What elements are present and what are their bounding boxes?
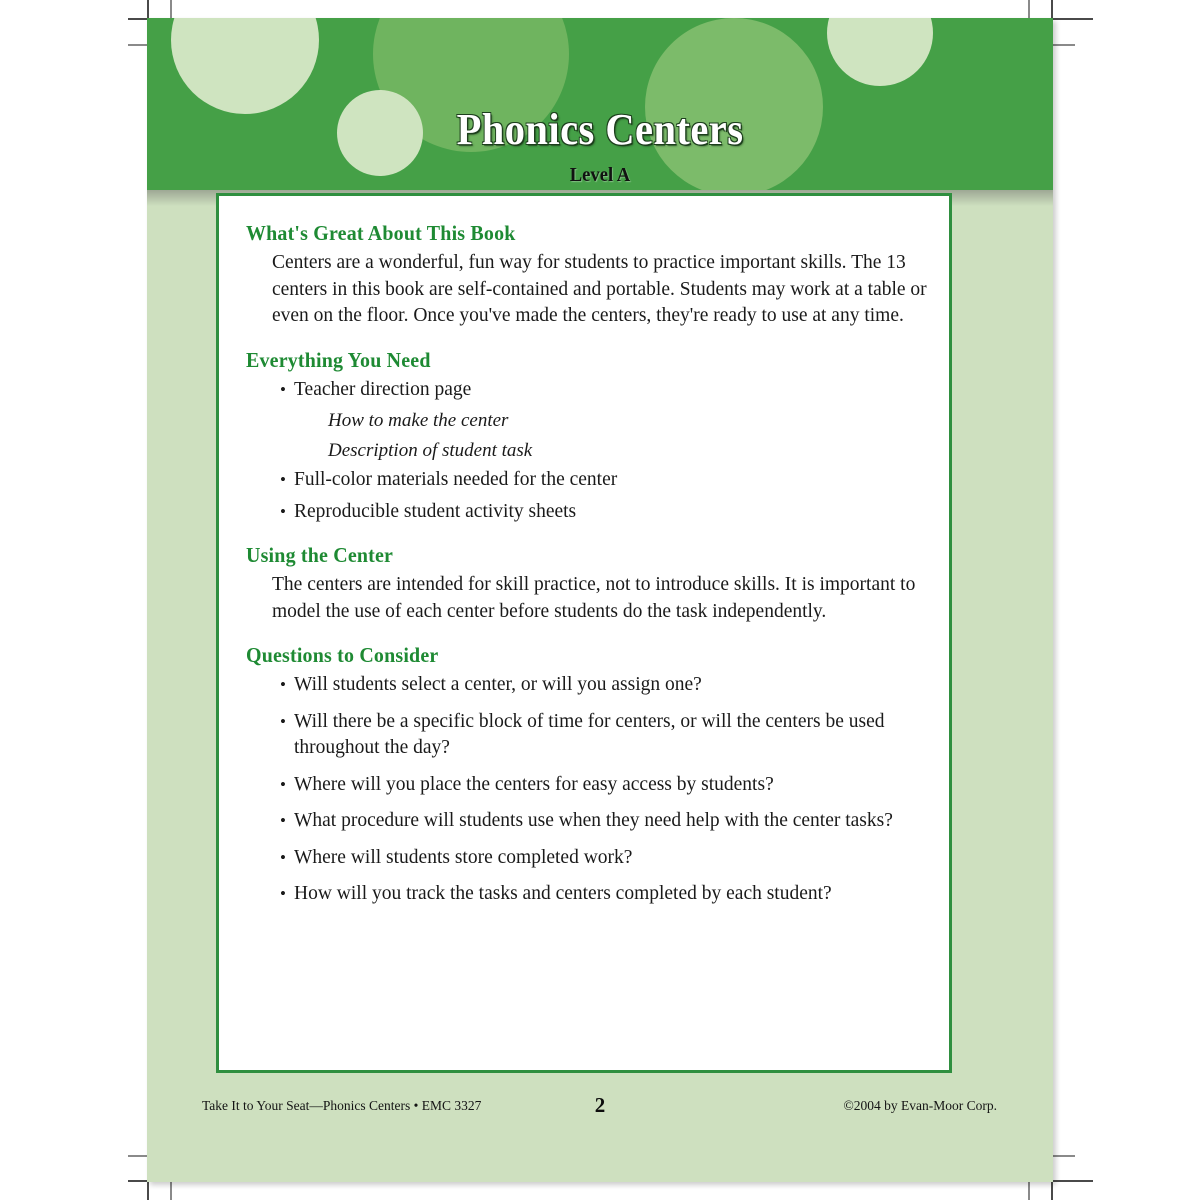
section-heading: Everything You Need (246, 347, 431, 372)
crop-mark-bottom-right-horizontal-outer (1051, 1180, 1093, 1182)
footer-page-number: 2 (594, 1093, 606, 1117)
footer-book-title: Take It to Your Seat—Phonics Centers • EMC 3327 (202, 1098, 482, 1113)
list-item-sub: Description of student task (328, 439, 533, 461)
banner-subtitle-level: Level A (569, 164, 631, 186)
section-heading: What's Great About This Book (246, 221, 516, 245)
section-paragraph: Centers are a wonderful, fun way for students to practice important skills. The 13 centers in this book are self-contained and portable. Students may work at a table or even on the floor. Once you've made the centers, they're ready to use at any time. (272, 252, 927, 326)
crop-mark-top-left-vertical-inner (170, 0, 172, 20)
crop-mark-bottom-right-vertical-inner (1028, 1182, 1030, 1200)
bullet-list (246, 672, 936, 908)
list-item: • Where will students store completed work? (246, 845, 936, 872)
banner-title: Phonics Centers (456, 105, 744, 154)
content-card (216, 193, 952, 1073)
section-whats-great-about-this-book (246, 220, 936, 330)
list-item: • Reproducible student activity sheets (246, 499, 936, 526)
list-item: • Teacher direction page (246, 377, 936, 404)
crop-mark-bottom-right-horizontal-inner (1053, 1155, 1075, 1157)
list-item: • Will students select a center, or will you assign one? (246, 672, 936, 699)
section-paragraph: The centers are intended for skill practice, not to introduce skills. It is important to model the use of each center before students do the task independently. (272, 574, 916, 622)
list-item: • Where will you place the centers for easy access by students? (246, 772, 936, 799)
crop-mark-top-right-horizontal-outer (1051, 18, 1093, 20)
crop-mark-top-right-vertical-inner (1028, 0, 1030, 20)
crop-mark-top-right-horizontal-inner (1053, 44, 1075, 46)
section-using-the-center (246, 542, 936, 625)
crop-mark-bottom-left-vertical-inner (170, 1182, 172, 1200)
section-everything-you-need (246, 347, 936, 526)
footer-copyright: ©2004 by Evan-Moor Corp. (843, 1098, 997, 1113)
page-footer (147, 1093, 1053, 1122)
section-questions-to-consider (246, 642, 936, 908)
banner-blob-top-right-pale (827, 18, 933, 86)
section-heading: Questions to Consider (246, 643, 439, 667)
list-item: • Will there be a specific block of time for centers, or will the centers be used throughout the day? (246, 709, 936, 762)
banner-blob-top-left-pale (171, 18, 319, 114)
list-item-sub: How to make the center (328, 410, 509, 431)
content-inner (246, 220, 936, 925)
page-banner (147, 18, 1053, 190)
list-item: • What procedure will students use when they need help with the center tasks? (246, 808, 936, 835)
section-heading: Using the Center (246, 543, 394, 567)
list-item: • Full-color materials needed for the center (246, 467, 936, 494)
printed-page-sheet (147, 18, 1053, 1182)
bullet-list (246, 377, 936, 526)
list-item: • How will you track the tasks and centers completed by each student? (246, 881, 936, 908)
